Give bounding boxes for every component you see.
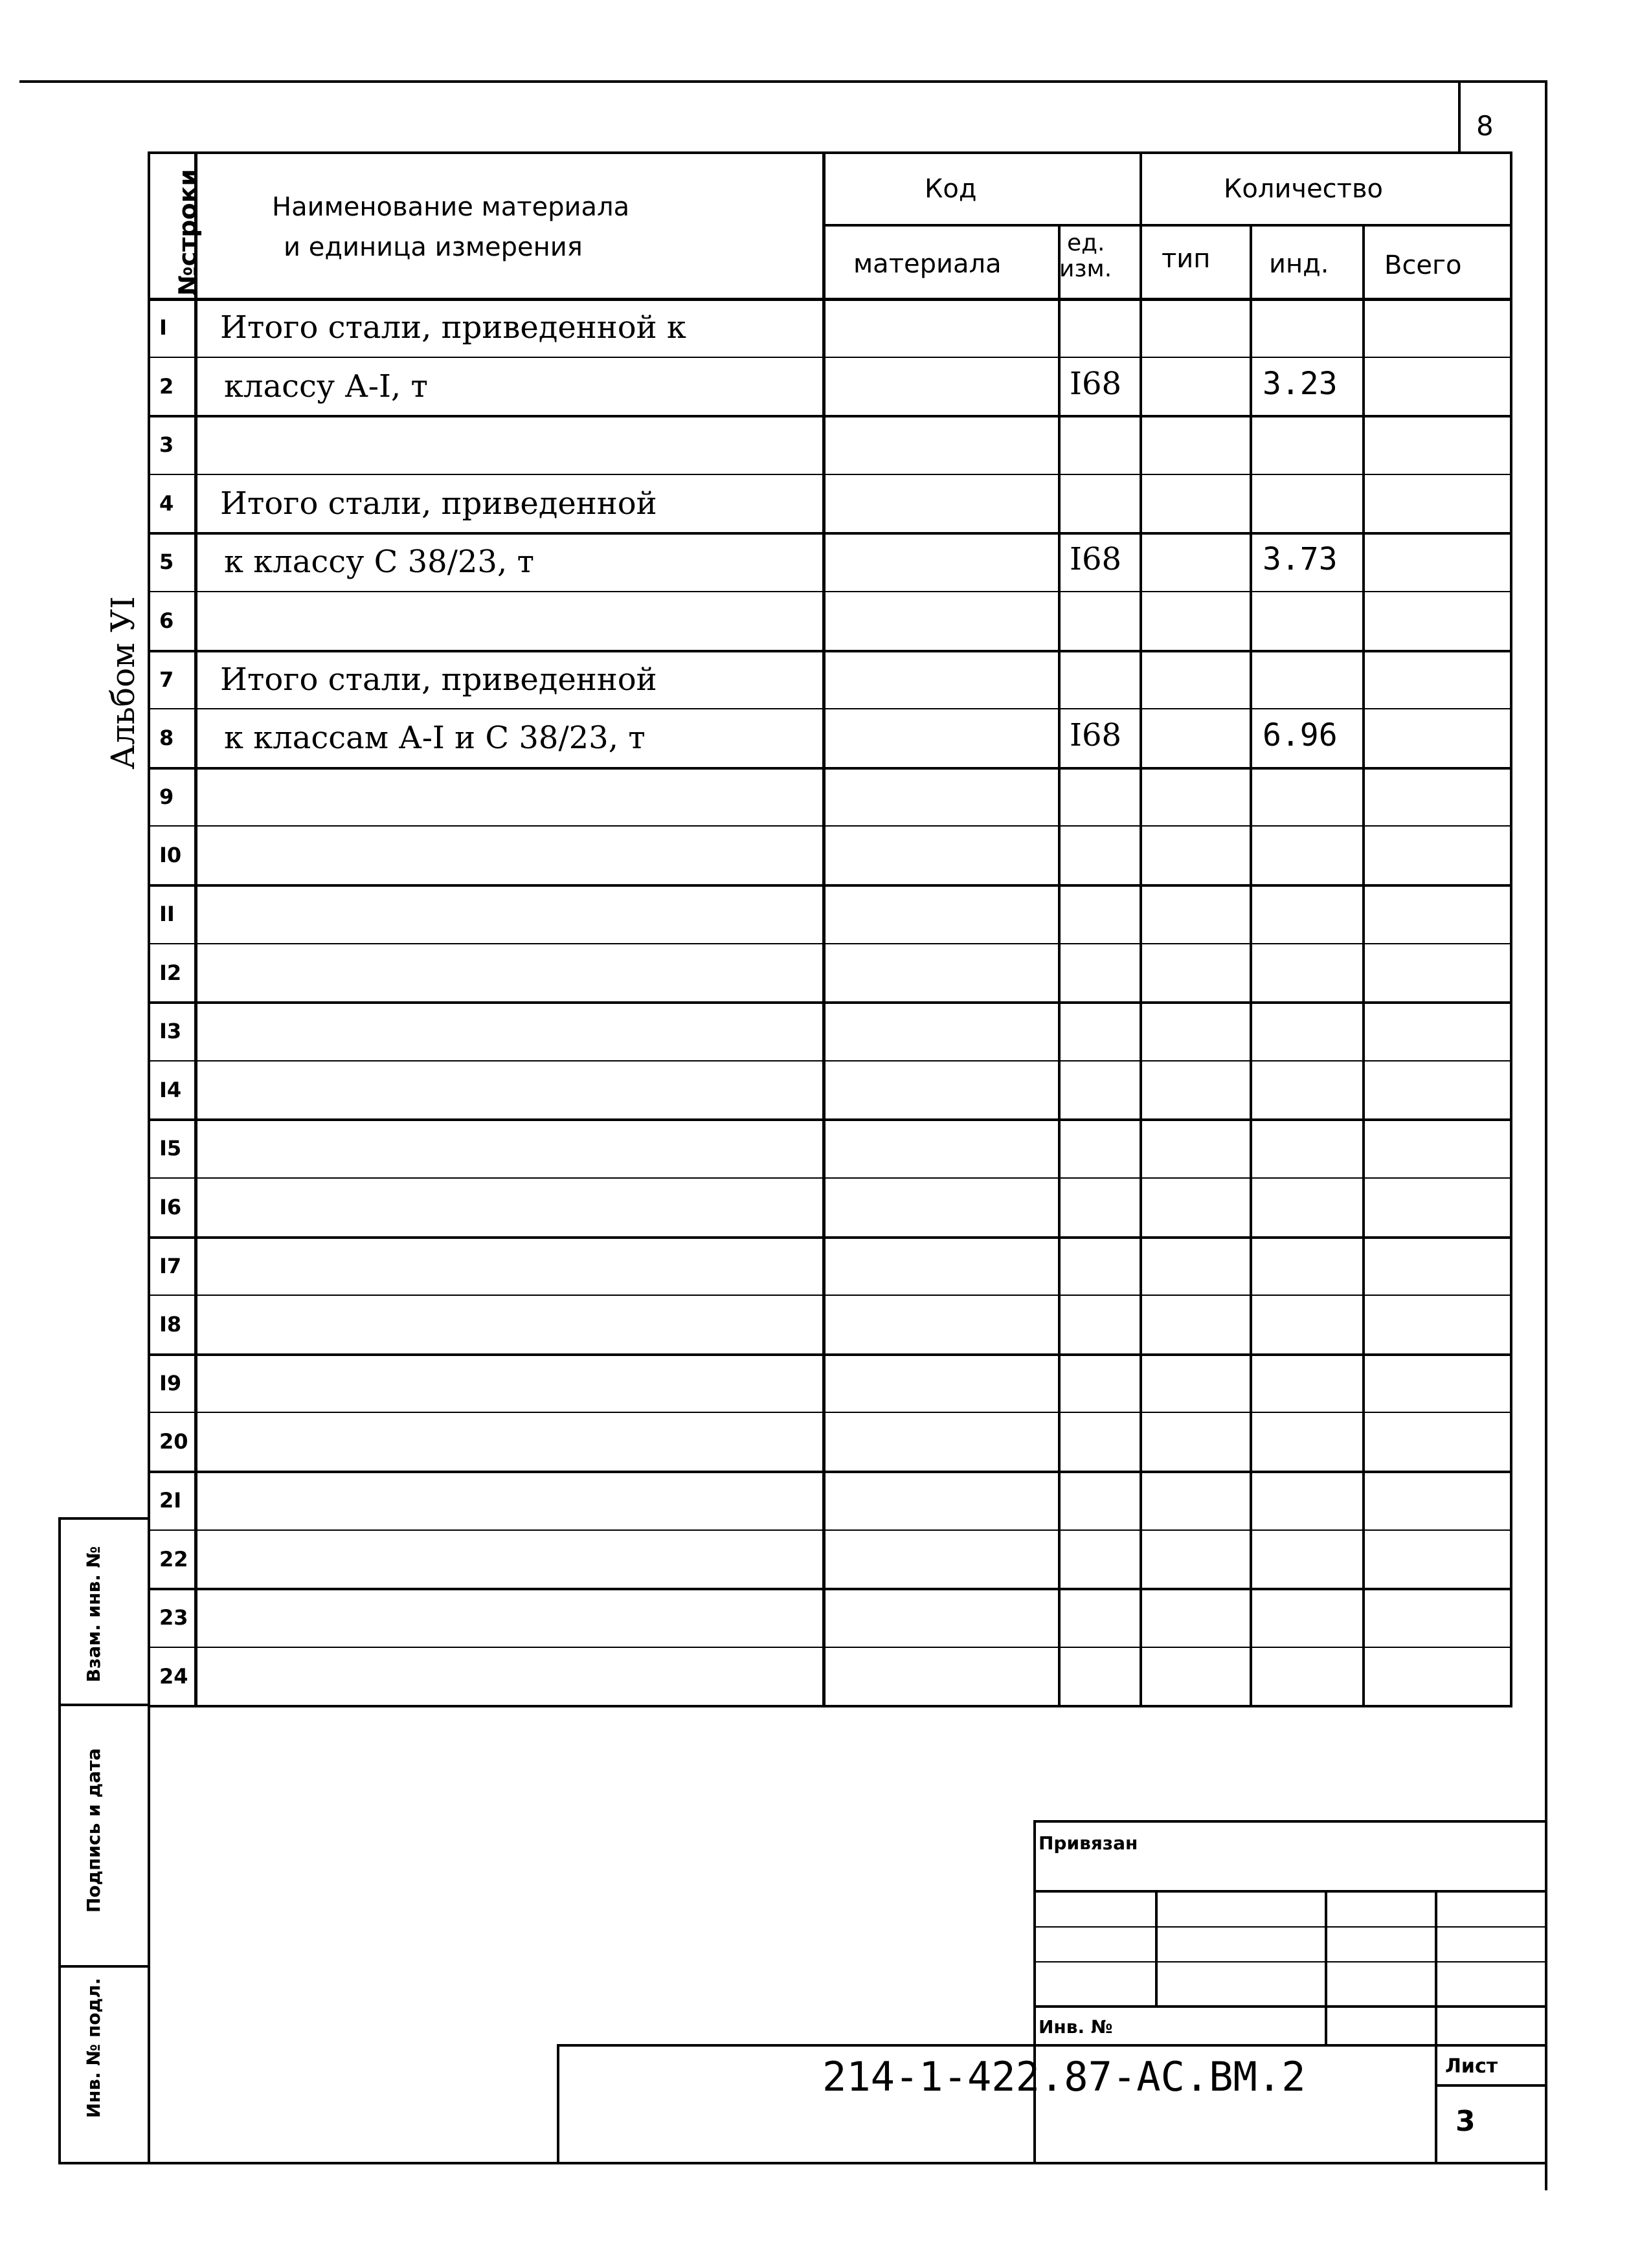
list-number: 3 — [1455, 2105, 1476, 2138]
page-number-box-left — [1458, 80, 1461, 151]
row-line — [148, 708, 1510, 709]
row-number: I6 — [159, 1195, 182, 1219]
title-col-line-3 — [1435, 1890, 1437, 2162]
title-col-line-1 — [1155, 1890, 1158, 2005]
row-line — [148, 415, 1510, 417]
row-number: 3 — [159, 432, 174, 458]
header-unit-line2: изм. — [1059, 256, 1112, 282]
row-line — [148, 1471, 1510, 1473]
row-line — [148, 1295, 1510, 1296]
stamp-podpis-data: Подпись и дата — [83, 1748, 104, 1913]
row-line — [148, 943, 1510, 944]
row-number: 2 — [159, 373, 174, 399]
header-bottom-line — [148, 298, 1510, 301]
header-quantity: Количество — [1224, 174, 1384, 204]
header-material: материала — [853, 249, 1002, 279]
title-block-top-line — [1033, 1820, 1545, 1823]
material-name: Итого стали, приведенной — [220, 661, 657, 698]
row-number: 4 — [159, 491, 174, 516]
row-number: II — [159, 902, 175, 926]
header-ind: инд. — [1269, 249, 1329, 279]
material-name: Итого стали, приведенной к — [220, 309, 686, 346]
row-line — [148, 1647, 1510, 1648]
row-line — [148, 1060, 1510, 1062]
stamp-divider-1 — [58, 1704, 150, 1706]
row-line — [148, 357, 1510, 358]
designation-top-line — [557, 2044, 1545, 2047]
header-name-line2: и единица измерения — [284, 232, 583, 262]
header-mid-line — [822, 224, 1510, 227]
header-row-no: №строки — [174, 169, 202, 296]
page-number: 8 — [1476, 110, 1494, 142]
title-col-line-2 — [1325, 1890, 1327, 2045]
unit-code: I68 — [1070, 717, 1122, 754]
row-number: 8 — [159, 726, 174, 751]
row-line — [148, 1118, 1510, 1121]
title-row-line-3 — [1033, 1961, 1545, 1962]
page-bottom-line — [58, 2162, 1547, 2164]
row-line — [148, 884, 1510, 887]
unit-code: I68 — [1070, 365, 1122, 402]
list-label: Лист — [1445, 2055, 1498, 2078]
frame-left-line — [148, 151, 150, 2164]
row-line — [148, 1353, 1510, 1356]
row-number: I7 — [159, 1253, 182, 1278]
stamp-left-line — [58, 1517, 61, 2164]
row-number: I3 — [159, 1019, 182, 1044]
header-code: Код — [925, 174, 977, 204]
stamp-top-line — [58, 1517, 150, 1520]
row-number: I2 — [159, 960, 182, 985]
row-number: I4 — [159, 1077, 182, 1102]
material-name: Итого стали, приведенной — [220, 485, 657, 522]
row-number: 9 — [159, 784, 174, 809]
row-line — [148, 532, 1510, 535]
header-type: тип — [1162, 244, 1211, 274]
row-number: 6 — [159, 608, 174, 633]
row-number: I5 — [159, 1136, 182, 1161]
row-line — [148, 1529, 1510, 1531]
list-divider-line — [1435, 2084, 1545, 2087]
row-number: I9 — [159, 1370, 182, 1395]
quantity-ind: 3.73 — [1263, 541, 1338, 578]
table-right-line — [1510, 151, 1512, 1707]
row-number: 22 — [159, 1546, 188, 1572]
table-top-line — [148, 151, 1510, 154]
material-name: к классам А-I и С 38/23, т — [224, 720, 646, 757]
quantity-ind: 6.96 — [1263, 717, 1338, 754]
quantity-ind: 3.23 — [1263, 365, 1338, 402]
row-number: 24 — [159, 1663, 188, 1689]
row-line — [148, 1236, 1510, 1239]
document-designation: 214-1-422.87-АС.ВМ.2 — [822, 2053, 1306, 2100]
inv-no-label: Инв. № — [1039, 2016, 1113, 2038]
title-block-left-line — [1033, 1820, 1036, 2163]
stamp-divider-2 — [58, 1965, 150, 1968]
row-number: 7 — [159, 667, 174, 692]
row-line — [148, 767, 1510, 770]
header-unit-line1: ед. — [1067, 230, 1105, 256]
row-line — [148, 1177, 1510, 1179]
row-line — [148, 1412, 1510, 1413]
row-number: I0 — [159, 843, 182, 868]
row-number: 23 — [159, 1605, 188, 1630]
material-name: к классу С 38/23, т — [224, 544, 535, 581]
material-name: классу А-I, т — [224, 368, 428, 405]
title-row-line-4 — [1033, 2005, 1545, 2008]
stamp-inv-podl: Инв. № подл. — [83, 1977, 104, 2118]
designation-left-line — [557, 2044, 559, 2163]
col-line-ind — [1362, 224, 1365, 1705]
album-label: Альбом УI — [104, 596, 142, 770]
col-line-material — [1058, 224, 1061, 1705]
row-line — [148, 1588, 1510, 1590]
row-number: 2I — [159, 1488, 182, 1513]
row-line — [148, 474, 1510, 475]
row-line — [148, 1001, 1510, 1004]
row-number: I8 — [159, 1312, 182, 1337]
col-line-type — [1250, 224, 1252, 1705]
row-line — [148, 591, 1510, 592]
unit-code: I68 — [1070, 541, 1122, 578]
row-number: I — [159, 315, 167, 340]
header-name-line1: Наименование материала — [272, 192, 630, 222]
row-line — [148, 825, 1510, 827]
row-line — [148, 1705, 1510, 1707]
frame-right-line — [1545, 80, 1547, 2190]
title-row-line-2 — [1033, 1926, 1545, 1928]
privyazan-label: Привязан — [1039, 1832, 1138, 1854]
header-total: Всего — [1384, 250, 1462, 280]
row-number: 20 — [159, 1429, 188, 1454]
row-number: 5 — [159, 550, 174, 575]
title-row-line-1 — [1033, 1890, 1545, 1893]
stamp-vzam-inv: Взам. инв. № — [83, 1546, 104, 1683]
top-border-line — [19, 80, 1547, 83]
row-line — [148, 650, 1510, 652]
